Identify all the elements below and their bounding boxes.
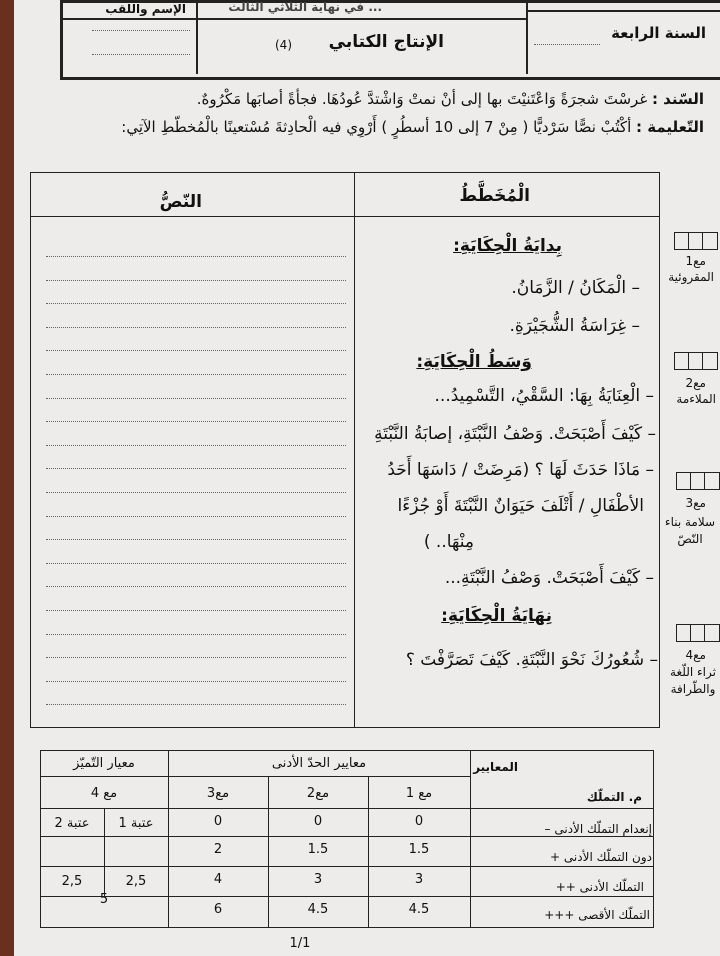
- grade-row-label: إنعدام التملّك الأدنى –: [544, 822, 652, 836]
- talima-text: أكْتُبْ نصًّا سَرْديًّا ( مِنْ 7 إلى 10 أسطُرٍ ) أَرْوِي فيه الْحادِثةَ مُسْتعينًا بالْمُخطّطِ الآتِي:: [121, 118, 632, 136]
- writing-line[interactable]: [46, 280, 346, 281]
- writing-line[interactable]: [46, 398, 346, 399]
- side-criterion-code: مع4: [685, 648, 706, 662]
- grade-col-a2: عتبة 2: [54, 816, 90, 831]
- plan-heading-middle: وَسَطُ الْحِكَايَةِ:: [416, 352, 532, 372]
- score-box-m2[interactable]: [674, 352, 718, 370]
- side-criterion-code: مع1: [685, 254, 706, 268]
- sanad-label: السّند :: [651, 90, 704, 108]
- writing-line[interactable]: [46, 634, 346, 635]
- grade-row-label: التملّك الأدنى ++: [555, 880, 644, 894]
- writing-line[interactable]: [46, 610, 346, 611]
- side-criterion-code: مع3: [685, 496, 706, 510]
- grade-cell: 1.5: [307, 842, 329, 857]
- name-field-line-1[interactable]: [92, 30, 190, 31]
- side-criterion-name: الملاءمة: [676, 392, 716, 406]
- grade-col-m1: مع 1: [405, 786, 433, 801]
- grade-cell: 2: [213, 842, 223, 857]
- grade-col-m4: مع 4: [90, 786, 118, 801]
- grade-cell: 0: [313, 814, 323, 829]
- grade-col-m3: مع3: [206, 786, 230, 801]
- grade-cell: 1.5: [408, 842, 430, 857]
- grade-cell: 4.5: [408, 902, 430, 917]
- year-field-line[interactable]: [534, 44, 600, 45]
- writing-line[interactable]: [46, 445, 346, 446]
- plan-item: – مَاذَا حَدَثَ لَهَا ؟ (مَرِضَتْ / دَاسَهَا أَحَدُ: [387, 460, 654, 480]
- grade-cell: 3: [313, 872, 323, 887]
- writing-line[interactable]: [46, 539, 346, 540]
- header-top-partial: ... في نهاية الثلاثي الثالث: [228, 0, 382, 14]
- grade-header-mastery: م. التملّك: [586, 790, 642, 804]
- grade-cell: 5: [99, 892, 109, 907]
- grade-cell: 2,5: [61, 874, 83, 889]
- grade-header-min: معايير الحدّ الأدنى: [271, 756, 367, 771]
- writing-line[interactable]: [46, 421, 346, 422]
- score-box-m1[interactable]: [674, 232, 718, 250]
- writing-line[interactable]: [46, 586, 346, 587]
- sanad-text: غرسْتَ شجرَةً وَاعْتَنيْتَ بها إلى أنْ نمتْ وَاشْتدَّ عُودُهَا. فجأةً أصابَها مَكْرُوهٌ.: [196, 90, 648, 108]
- talima-line: [121, 118, 704, 136]
- writing-line[interactable]: [46, 704, 346, 705]
- talima-label: التّعليمة :: [636, 118, 704, 136]
- plan-item: الأطْفَالِ / أَتْلَفَ حَيَوَانٌ النَّبْتَةَ أَوْ جُزْءًا: [397, 496, 644, 516]
- grade-col-a1: عتبة 1: [118, 816, 154, 831]
- year-label: السنة الرابعة: [611, 24, 706, 42]
- grade-cell: 0: [213, 814, 223, 829]
- side-criterion-name: ثراء اللّغة والطّرافة: [670, 665, 716, 696]
- side-criterion-name: سلامة بناء النّصّ: [664, 515, 716, 546]
- plan-item: – الْمَكَانُ / الزَّمَانُ.: [511, 278, 640, 298]
- writing-line[interactable]: [46, 516, 346, 517]
- writing-line[interactable]: [46, 350, 346, 351]
- grade-col-m2: مع2: [306, 786, 330, 801]
- writing-line[interactable]: [46, 468, 346, 469]
- grade-cell: 0: [414, 814, 424, 829]
- score-box-m4[interactable]: [676, 624, 720, 642]
- plan-item: – كَيْفَ أَصْبَحَتْ. وَصْفُ النَّبْتَةِ...: [444, 568, 654, 588]
- page-number: 1/1: [289, 936, 311, 951]
- writing-line[interactable]: [46, 681, 346, 682]
- grade-cell: 4: [213, 872, 223, 887]
- grade-header-criteria: المعايير: [473, 760, 518, 774]
- writing-line[interactable]: [46, 492, 346, 493]
- grade-cell: 3: [414, 872, 424, 887]
- score-box-m3[interactable]: [676, 472, 720, 490]
- grade-row-label: دون التملّك الأدنى +: [550, 850, 652, 864]
- grade-cell: 2,5: [125, 874, 147, 889]
- writing-line[interactable]: [46, 374, 346, 375]
- plan-heading-end: نِهَايَةُ الْحِكَايَةِ:: [441, 606, 552, 626]
- plan-item: مِنْهَا.. ): [423, 532, 474, 552]
- grade-header-excellence: معيار التّميّز: [73, 756, 135, 771]
- page-edge-background: [0, 0, 14, 956]
- name-field-line-2[interactable]: [92, 54, 190, 55]
- subject-number: (4): [274, 38, 292, 52]
- side-criterion-code: مع2: [685, 376, 706, 390]
- plan-item: – كَيْفَ أَصْبَحَتْ. وَصْفُ النَّبْتَةِ، إصابَةُ النَّبْتَةِ: [374, 424, 656, 444]
- name-label: الإسم واللقب: [105, 2, 186, 16]
- plan-column-header: الْمُخَطَّطُ: [459, 186, 530, 206]
- writing-line[interactable]: [46, 327, 346, 328]
- plan-heading-beginning: بِدايَةُ الْحِكَايَةِ:: [453, 236, 562, 256]
- plan-item: – الْعِنَايَةُ بِهَا: السَّقْيُ، التَّسْمِيدُ...: [434, 386, 654, 406]
- grade-row-label: التملّك الأقصى +++: [544, 908, 650, 922]
- grade-cell: 6: [213, 902, 223, 917]
- grade-cell: 4.5: [307, 902, 329, 917]
- sanad-line: [197, 90, 704, 108]
- writing-line[interactable]: [46, 256, 346, 257]
- writing-line[interactable]: [46, 303, 346, 304]
- text-column-header: النّصُّ: [159, 192, 202, 212]
- side-criterion-name: المقروئية: [668, 270, 714, 284]
- plan-item: – شُعُورُكَ نَحْوَ النَّبْتَةِ. كَيْفَ تَصَرَّفْتَ ؟: [405, 650, 658, 670]
- plan-item: – غِرَاسَةُ الشُّجَيْرَةِ.: [509, 316, 640, 336]
- writing-line[interactable]: [46, 657, 346, 658]
- subject-title: الإنتاج الكتابي: [328, 32, 444, 52]
- writing-line[interactable]: [46, 563, 346, 564]
